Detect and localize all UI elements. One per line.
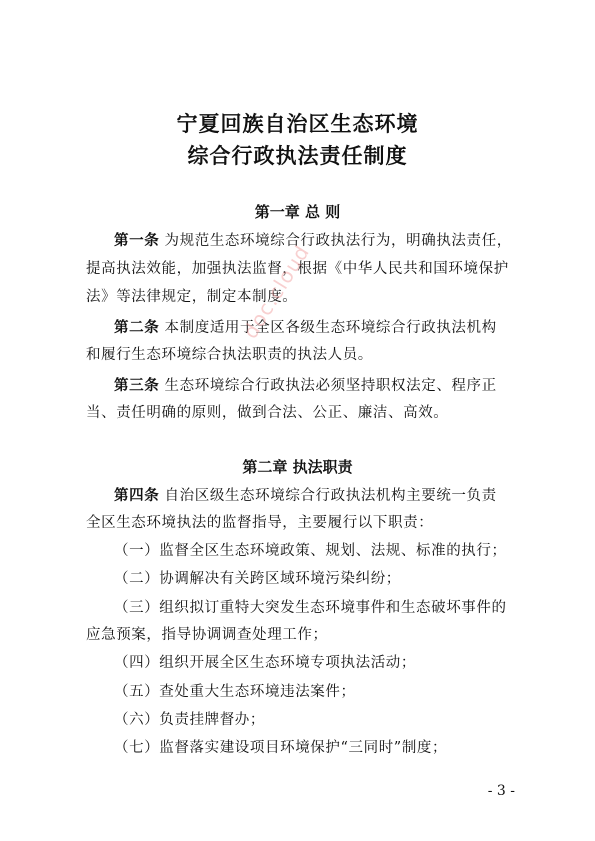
article-4-text-1: 自治区级生态环境综合行政执法机构主要统一负责 (159, 488, 497, 504)
article-2-label: 第二条 (114, 320, 160, 336)
page-number: - 3 - (487, 783, 515, 799)
watermark: doc.cloud (238, 240, 315, 343)
article-1-text-1: 为规范生态环境综合行政执法行为，明确执法责任， (159, 233, 512, 249)
duty-item-1: （一）监督全区生态环境政策、规划、法规、标准的执行； (114, 543, 507, 559)
title-line-2: 综合行政执法责任制度 (187, 143, 408, 168)
article-1-line-3: 法》等法律规定，制定本制度。 (86, 289, 298, 305)
article-3-line-1 (114, 376, 554, 396)
duty-item-2: （二）协调解决有关跨区域环境污染纠纷； (114, 571, 401, 587)
duty-item-3: （三）组织拟订重特大突发生态环境事件和生态破坏事件的 (114, 600, 507, 616)
article-1-line-2: 提高执法效能，加强执法监督，根据《中华人民共和国环境保护 (86, 261, 509, 277)
title-line-1: 宁夏回族自治区生态环境 (176, 111, 419, 136)
article-2-text-1: 本制度适用于全区各级生态环境综合行政执法机构 (159, 320, 497, 336)
article-4-line-1 (114, 486, 554, 506)
duty-item-4: （四）组织开展全区生态环境专项执法活动； (114, 655, 416, 671)
article-4-line-2: 全区生态环境执法的监督指导，主要履行以下职责： (86, 515, 434, 531)
article-2-line-1 (114, 318, 554, 338)
duty-item-6: （六）负责挂牌督办； (114, 712, 265, 728)
duty-item-3-continued: 应急预案，指导协调调查处理工作； (86, 627, 328, 643)
chapter-1-heading: 第一章 总 则 (254, 203, 341, 221)
duty-item-5: （五）查处重大生态环境违法案件； (114, 684, 356, 700)
article-3-line-2: 当、责任明确的原则，做到合法、公正、廉洁、高效。 (86, 405, 449, 421)
article-1-label: 第一条 (114, 233, 160, 249)
article-4-label: 第四条 (114, 488, 160, 504)
article-3-text-1: 生态环境综合行政执法必须坚持职权法定、程序正 (159, 378, 497, 394)
chapter-2-heading: 第二章 执法职责 (242, 458, 353, 476)
article-3-label: 第三条 (114, 378, 160, 394)
duty-item-7: （七）监督落实建设项目环境保护“三同时”制度； (114, 740, 448, 756)
article-1-line-1 (114, 231, 554, 251)
article-2-line-2: 和履行生态环境综合执法职责的执法人员。 (86, 347, 373, 363)
